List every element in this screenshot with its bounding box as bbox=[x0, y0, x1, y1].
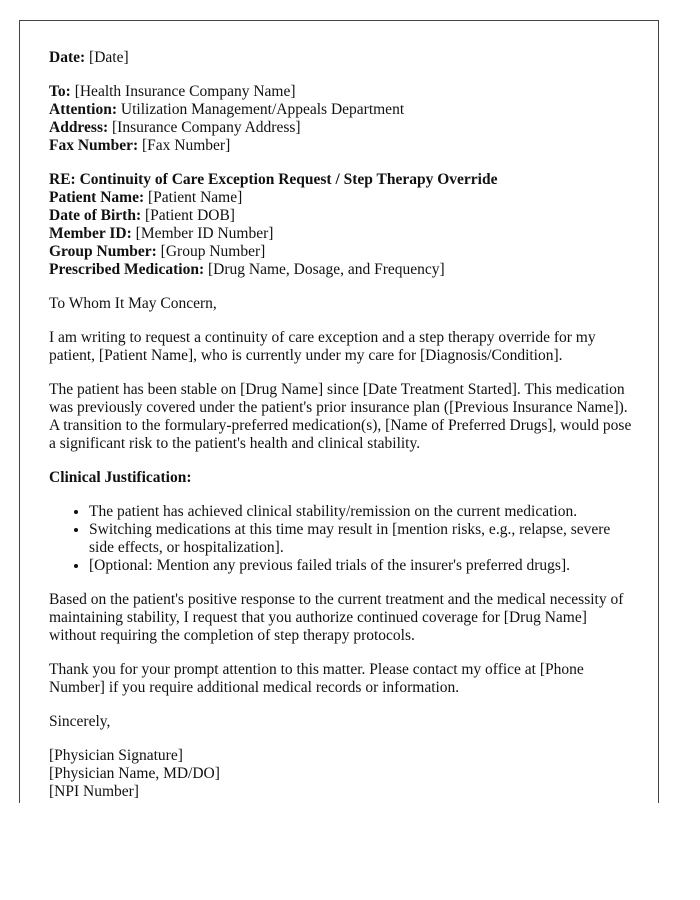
salutation: To Whom It May Concern, bbox=[49, 295, 217, 312]
re-block: RE: Continuity of Care Exception Request / Step Therapy Override Patient Name: [Patient Name] Date of Birth: [Patient DOB] Member ID: [Member ID Number] Group Number: [Group Number] Prescribed Medication: [Drug Name, Dosage, and Frequency] bbox=[49, 171, 498, 278]
signature-block: [Physician Signature] [Physician Name, MD/DO] [NPI Number] bbox=[49, 747, 220, 800]
recipient-block: To: [Health Insurance Company Name] Attention: Utilization Management/Appeals Department Address: [Insurance Company Address] Fax Number: [Fax Number] bbox=[49, 83, 405, 154]
body-paragraph-4: Thank you for your prompt attention to this matter. Please contact my office at [Phone Number] if you require additional medical records or information. bbox=[49, 661, 584, 696]
body-paragraph-3: Based on the patient's positive response to the current treatment and the medical necessity of maintaining stability, I request that you authorize continued coverage for [Drug Name] without requiring the completion of step therapy protocols. bbox=[49, 591, 624, 644]
re-subject: RE: Continuity of Care Exception Request / Step Therapy Override bbox=[49, 171, 498, 188]
body-paragraph-2: The patient has been stable on [Drug Name] since [Date Treatment Started]. This medication was previously covered under the patient's prior insurance plan ([Previous Insurance Name]). A transition to the formulary-preferred medication(s), [Name of Preferred Drugs], would pose a significant risk to the patient's health and clinical stability. bbox=[49, 381, 632, 452]
body-paragraph-1: I am writing to request a continuity of care exception and a step therapy override for my patient, [Patient Name], who is currently under my care for [Diagnosis/Condition]. bbox=[49, 329, 596, 364]
list-item: • The patient has achieved clinical stability/remission on the current medication. bbox=[89, 503, 638, 521]
closing: Sincerely, bbox=[49, 713, 111, 730]
justification-list bbox=[49, 503, 638, 575]
date-line: Date: [Date] bbox=[49, 49, 129, 66]
list-item: • [Optional: Mention any previous failed trials of the insurer's preferred drugs]. bbox=[89, 557, 638, 575]
justification-heading: Clinical Justification: bbox=[49, 469, 192, 486]
list-item: • Switching medications at this time may result in [mention risks, e.g., relapse, severe side effects, or hospitalization]. bbox=[89, 521, 638, 557]
letter-page bbox=[19, 20, 659, 803]
